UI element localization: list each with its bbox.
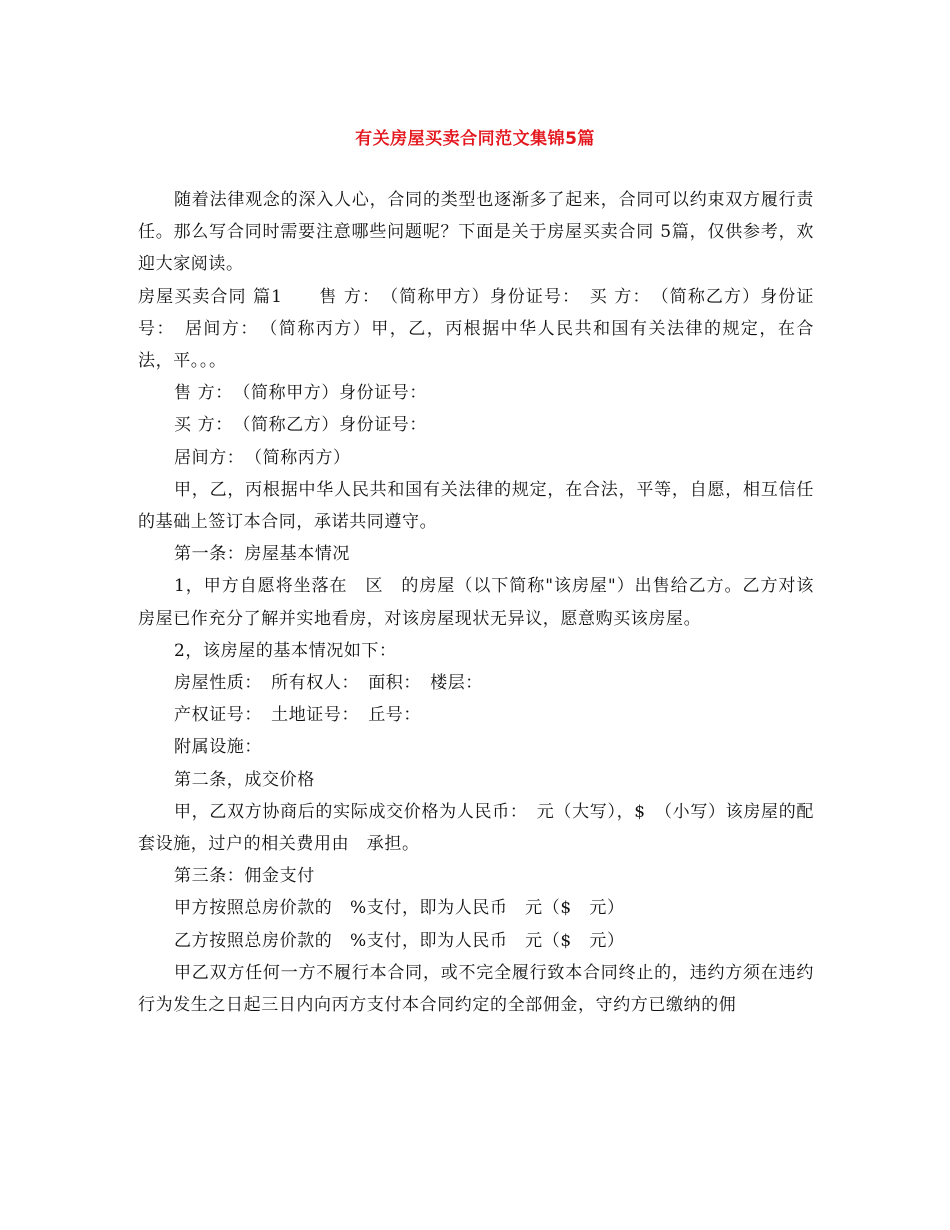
paragraph-facilities: 附属设施：: [174, 737, 262, 758]
paragraph-certificate-numbers: 产权证号： 土地证号： 丘号：: [174, 705, 421, 726]
paragraph-property-location: 1，甲方自愿将坐落在 区 的房屋（以下简称"该房屋"）出售给乙方。乙方对该房屋已作充分了解并实地看房，对该房屋现状无异议，愿意购买该房屋。: [138, 576, 814, 629]
paragraph-contract-summary: 房屋买卖合同 篇1 售 方： （简称甲方）身份证号： 买 方： （简称乙方）身份证号： 居间方： （简称丙方）甲，乙，丙根据中华人民共和国有关法律的规定，在合法，平。。。: [138, 286, 814, 372]
paragraph-breach: 甲乙双方任何一方不履行本合同，或不完全履行致本合同终止的，违约方须在违约行为发生之日起三日内向丙方支付本合同约定的全部佣金，守约方已缴纳的佣: [138, 962, 814, 1016]
heading-article-1: 第一条：房屋基本情况: [174, 544, 350, 565]
paragraph-parties-agreement: 甲，乙，丙根据中华人民共和国有关法律的规定，在合法，平等，自愿，相互信任的基础上签订本合同，承诺共同遵守。: [138, 479, 814, 533]
paragraph-property-nature: 房屋性质： 所有权人： 面积： 楼层：: [174, 673, 483, 694]
document-title: 有关房屋买卖合同范文集锦5篇: [355, 129, 595, 149]
document-body: [138, 184, 814, 1021]
paragraph-price: 甲，乙双方协商后的实际成交价格为人民币： 元（大写），$ （小写）该房屋的配套设施，过户的相关费用由 承担。: [138, 801, 814, 855]
heading-article-3: 第三条：佣金支付: [174, 866, 315, 887]
heading-article-2: 第二条，成交价格: [174, 769, 315, 790]
paragraph-buyer: 买 方： （简称乙方）身份证号：: [174, 415, 428, 436]
paragraph-buyer-commission: 乙方按照总房价款的 %支付，即为人民币 元（$ 元）: [174, 930, 625, 951]
paragraph-intro: 随着法律观念的深入人心，合同的类型也逐渐多了起来，合同可以约束双方履行责任。那么写合同时需要注意哪些问题呢？下面是关于房屋买卖合同 5篇，仅供参考，欢迎大家阅读。: [138, 190, 814, 275]
paragraph-agent: 居间方： （简称丙方）: [174, 447, 351, 468]
paragraph-property-details-intro: 2，该房屋的基本情况如下：: [174, 640, 397, 661]
paragraph-seller: 售 方： （简称甲方）身份证号：: [174, 383, 428, 404]
paragraph-seller-commission: 甲方按照总房价款的 %支付，即为人民币 元（$ 元）: [174, 898, 625, 919]
